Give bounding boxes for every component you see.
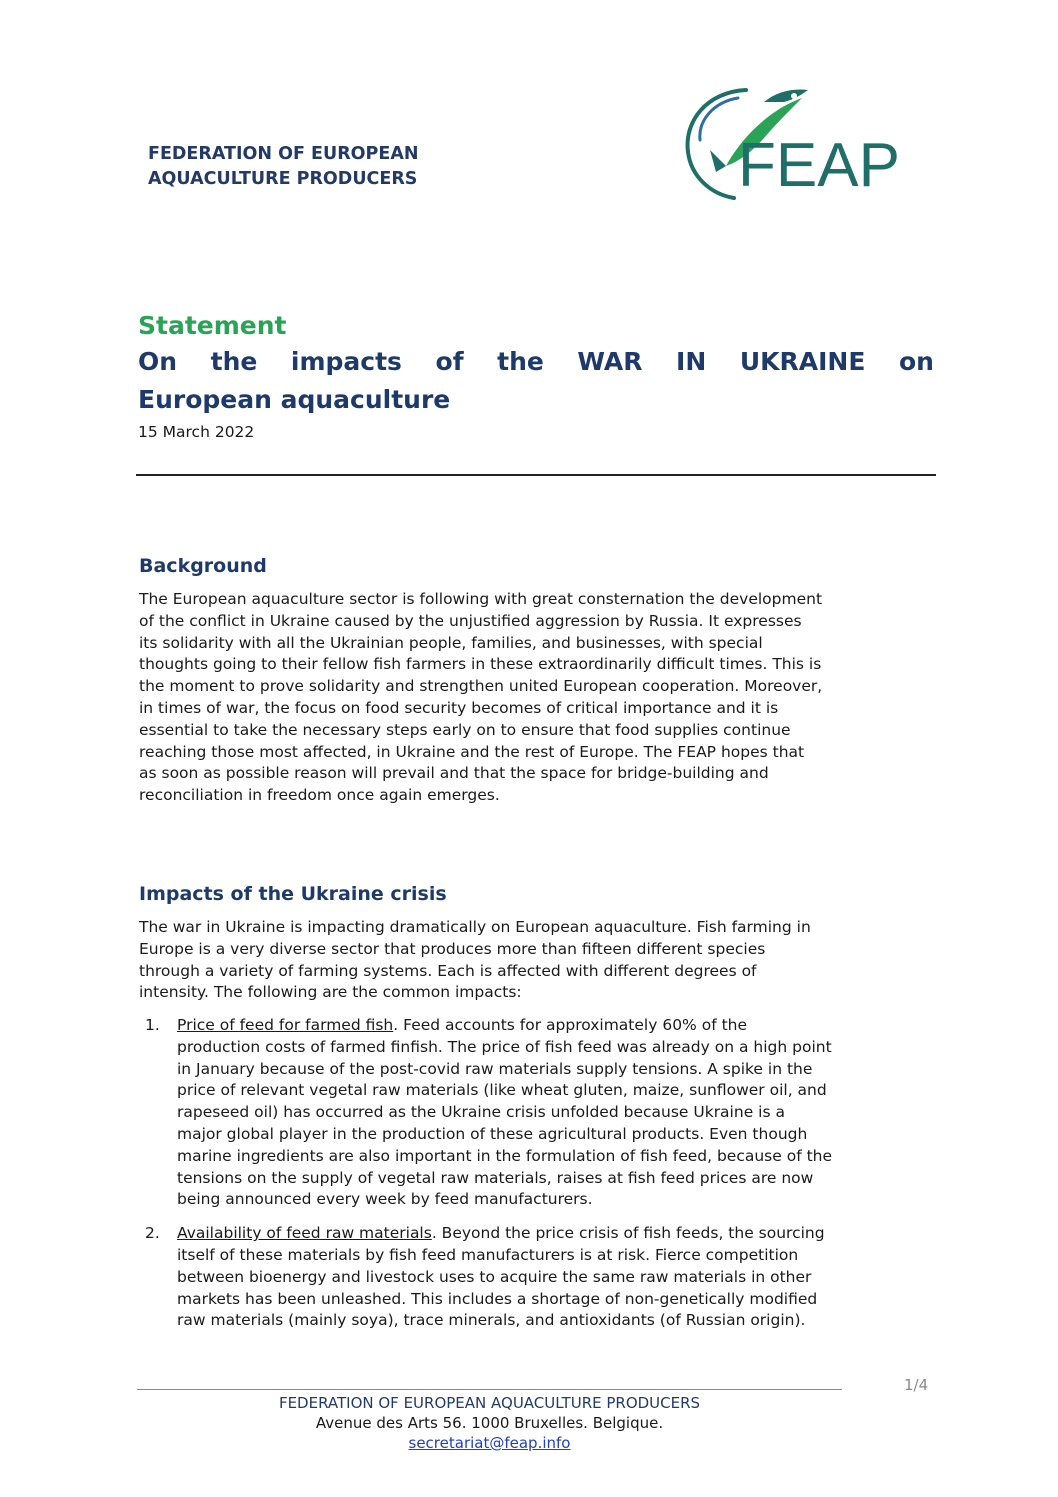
footer-divider bbox=[137, 1389, 842, 1390]
title-word: on bbox=[898, 347, 934, 376]
title-word: of bbox=[435, 347, 464, 376]
title-block bbox=[138, 309, 934, 443]
title-word: the bbox=[497, 347, 544, 376]
impacts-intro bbox=[139, 917, 939, 1004]
title-word: the bbox=[210, 347, 258, 376]
doc-title-line1 bbox=[138, 343, 934, 381]
paragraph-line: The European aquaculture sector is following with great consternation the development bbox=[139, 590, 823, 608]
list-item-first-line bbox=[177, 1223, 939, 1245]
title-word: UKRAINE bbox=[739, 347, 866, 376]
list-item-line: tensions on the supply of vegetal raw materials, raises at fish feed prices are now bbox=[177, 1168, 814, 1187]
org-header bbox=[148, 142, 419, 192]
doc-date: 15 March 2022 bbox=[138, 423, 255, 441]
paragraph-line: Europe is a very diverse sector that produces more than fifteen different species bbox=[139, 939, 766, 958]
list-item-line: between bioenergy and livestock uses to acquire the same raw materials in other bbox=[177, 1267, 812, 1286]
paragraph-line: the moment to prove solidarity and strengthen united European cooperation. Moreover, bbox=[139, 677, 823, 696]
list-item bbox=[139, 1015, 939, 1211]
list-item-line: production costs of farmed finfish. The price of fish feed was already on a high point bbox=[177, 1037, 832, 1056]
list-item-line: raw materials (mainly soya), trace minerals, and antioxidants (of Russian origin). bbox=[177, 1311, 806, 1330]
org-name-line2: AQUACULTURE PRODUCERS bbox=[148, 169, 418, 189]
list-item-number: 2. bbox=[145, 1224, 160, 1243]
list-item-line: major global player in the production of these agricultural products. Even though bbox=[177, 1124, 808, 1143]
list-item-text: . Feed accounts for approximately 60% of the bbox=[393, 1016, 748, 1034]
page-footer bbox=[137, 1393, 842, 1453]
list-item-line: price of relevant vegetal raw materials (like wheat gluten, maize, sunflower oil, and bbox=[177, 1081, 827, 1100]
list-item-title: Availability of feed raw materials bbox=[177, 1224, 432, 1243]
list-item-first-line bbox=[177, 1015, 939, 1037]
footer-address: Avenue des Arts 56. 1000 Bruxelles. Belgique. bbox=[315, 1414, 664, 1432]
paragraph-line: through a variety of farming systems. Each is affected with different degrees of bbox=[139, 961, 757, 980]
paragraph-line: reconciliation in freedom once again emerges. bbox=[139, 786, 500, 805]
footer-email-link[interactable]: secretariat@feap.info bbox=[408, 1434, 571, 1452]
list-item-line: itself of these materials by fish feed manufacturers is at risk. Fierce competition bbox=[177, 1245, 799, 1264]
list-item-number: 1. bbox=[145, 1016, 160, 1034]
paragraph-line: thoughts going to their fellow fish farmers in these extraordinarily difficult times. This is bbox=[139, 655, 822, 674]
org-name-line1: FEDERATION OF EUROPEAN bbox=[148, 144, 419, 164]
doc-title bbox=[138, 343, 934, 419]
paragraph-line: its solidarity with all the Ukrainian people, families, and businesses, with special bbox=[139, 633, 763, 652]
title-word: On bbox=[138, 347, 178, 376]
list-item-line: markets has been unleashed. This includes a shortage of non-genetically modified bbox=[177, 1289, 818, 1308]
impacts-list bbox=[139, 1015, 939, 1332]
paragraph-line: as soon as possible reason will prevail and that the space for bridge-building and bbox=[139, 764, 769, 783]
logo-wordmark: FEAP bbox=[738, 131, 900, 200]
title-word: IN bbox=[676, 347, 707, 376]
background-heading: Background bbox=[139, 555, 267, 577]
title-word: impacts bbox=[290, 347, 402, 376]
footer-org: FEDERATION OF EUROPEAN AQUACULTURE PRODUCERS bbox=[278, 1394, 701, 1412]
title-word: WAR bbox=[577, 347, 643, 376]
statement-label: Statement bbox=[138, 311, 287, 340]
list-item-text: . Beyond the price crisis of fish feeds, the sourcing bbox=[431, 1224, 825, 1243]
impacts-heading: Impacts of the Ukraine crisis bbox=[139, 883, 447, 905]
list-item-title: Price of feed for farmed fish bbox=[177, 1016, 394, 1034]
paragraph-line: in times of war, the focus on food security becomes of critical importance and it is bbox=[139, 698, 779, 717]
background-paragraph bbox=[139, 589, 939, 807]
list-item bbox=[139, 1223, 939, 1332]
paragraph-line: reaching those most affected, in Ukraine and the rest of Europe. The FEAP hopes that bbox=[139, 742, 805, 761]
list-item-line: being announced every week by feed manufacturers. bbox=[177, 1190, 593, 1209]
title-divider bbox=[136, 474, 936, 476]
paragraph-line: intensity. The following are the common impacts: bbox=[139, 983, 522, 1002]
list-item-line: in January because of the post-covid raw materials supply tensions. A spike in the bbox=[177, 1059, 813, 1078]
list-item-line: marine ingredients are also important in the formulation of fish feed, because of the bbox=[177, 1146, 833, 1165]
list-item-line: rapeseed oil) has occurred as the Ukraine crisis unfolded because Ukraine is a bbox=[177, 1103, 785, 1122]
paragraph-line: The war in Ukraine is impacting dramatically on European aquaculture. Fish farming in bbox=[139, 918, 811, 936]
paragraph-line: essential to take the necessary steps early on to ensure that food supplies continue bbox=[139, 720, 791, 739]
page-number: 1/4 bbox=[904, 1376, 929, 1394]
feap-fish-logo-icon bbox=[676, 80, 904, 204]
paragraph-line: of the conflict in Ukraine caused by the unjustified aggression by Russia. It expresses bbox=[139, 611, 802, 630]
doc-title-line2: European aquaculture bbox=[138, 385, 451, 414]
